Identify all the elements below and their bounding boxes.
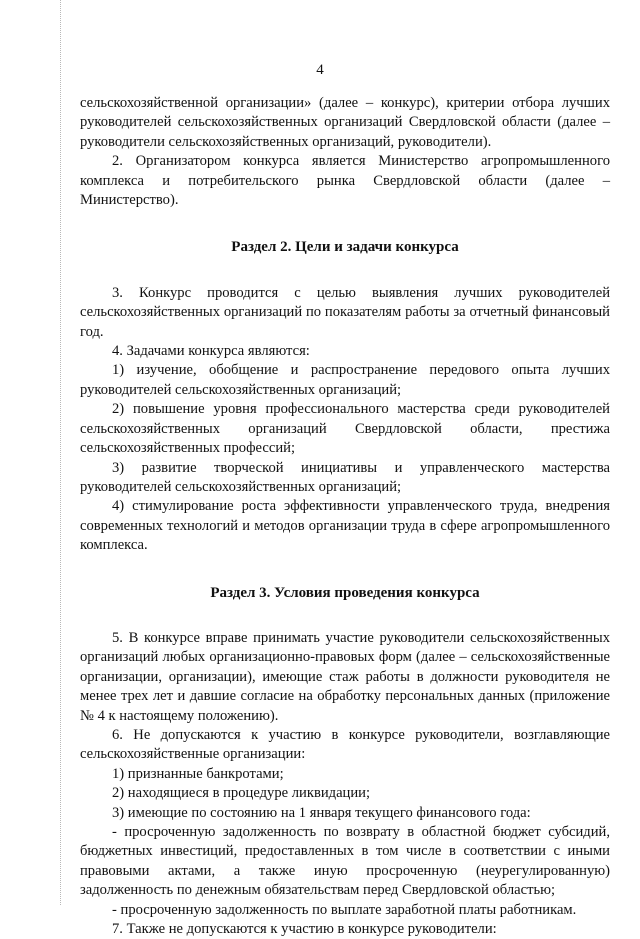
page-left-border <box>60 0 61 905</box>
paragraph-6: 6. Не допускаются к участию в конкурсе руководители, возглавляющие сельскохозяйственные организации: <box>80 726 610 763</box>
list-item-6-1: 1) признанные банкротами; <box>112 765 284 782</box>
paragraph-intro-1: сельскохозяйственной организации» (далее – конкурс), критерии отбора лучших руководителей сельскохозяйственных организаций Свердловской области (далее – руководители сельскохозяйственных организаций, руководители). <box>80 95 610 150</box>
section-3-heading: Раздел 3. Условия проведения конкурса <box>210 584 480 601</box>
paragraph-5: 5. В конкурсе вправе принимать участие руководители сельскохозяйственных организаций любых организационно-правовых форм (далее – сельскохозяйственные организации, организации), имеющие стаж работы в должности руководителя не менее трех лет и давшие согласие на обработку персональных данных (приложение № 4 к настоящему положению). <box>80 629 610 724</box>
paragraph-3: 3. Конкурс проводится с целью выявления лучших руководителей сельскохозяйственных организаций по показателям работы за отчетный финансовый год. <box>80 284 610 340</box>
document-body <box>80 94 610 939</box>
paragraph-4: 4. Задачами конкурса являются: <box>112 343 310 360</box>
paragraph-intro-2: 2. Организатором конкурса является Министерство агропромышленного комплекса и потребительского рынка Свердловской области (далее – Министерство). <box>80 153 610 209</box>
sub-item-debt-salary: - просроченную задолженность по выплате заработной платы работникам. <box>112 901 577 918</box>
list-item-4-2: 2) повышение уровня профессионального мастерства среди руководителей сельскохозяйственных организаций Свердловской области, престижа сельскохозяйственных профессий; <box>80 401 610 457</box>
list-item-4-4: 4) стимулирование роста эффективности управленческого труда, внедрения современных технологий и методов организации труда в сфере агропромышленного комплекса. <box>80 498 610 554</box>
list-item-6-3: 3) имеющие по состоянию на 1 января текущего финансового года: <box>112 804 531 821</box>
sub-item-debt-budget: - просроченную задолженность по возврату в областной бюджет субсидий, бюджетных инвестиций, предоставленных в том числе в соответствии с иными правовыми актами, а также иную просроченную (неурегулированную) задолженность по денежным обязательствам перед Свердловской областью; <box>80 824 610 899</box>
page-number: 4 <box>316 62 324 78</box>
list-item-6-2: 2) находящиеся в процедуре ликвидации; <box>112 785 371 802</box>
list-item-4-1: 1) изучение, обобщение и распространение передового опыта лучших руководителей сельскохозяйственных организаций; <box>80 362 610 398</box>
list-item-4-3: 3) развитие творческой инициативы и управленческого мастерства руководителей сельскохозяйственных организаций; <box>80 459 610 495</box>
section-2-heading: Раздел 2. Цели и задачи конкурса <box>231 239 459 256</box>
paragraph-7: 7. Также не допускаются к участию в конкурсе руководители: <box>112 921 497 938</box>
